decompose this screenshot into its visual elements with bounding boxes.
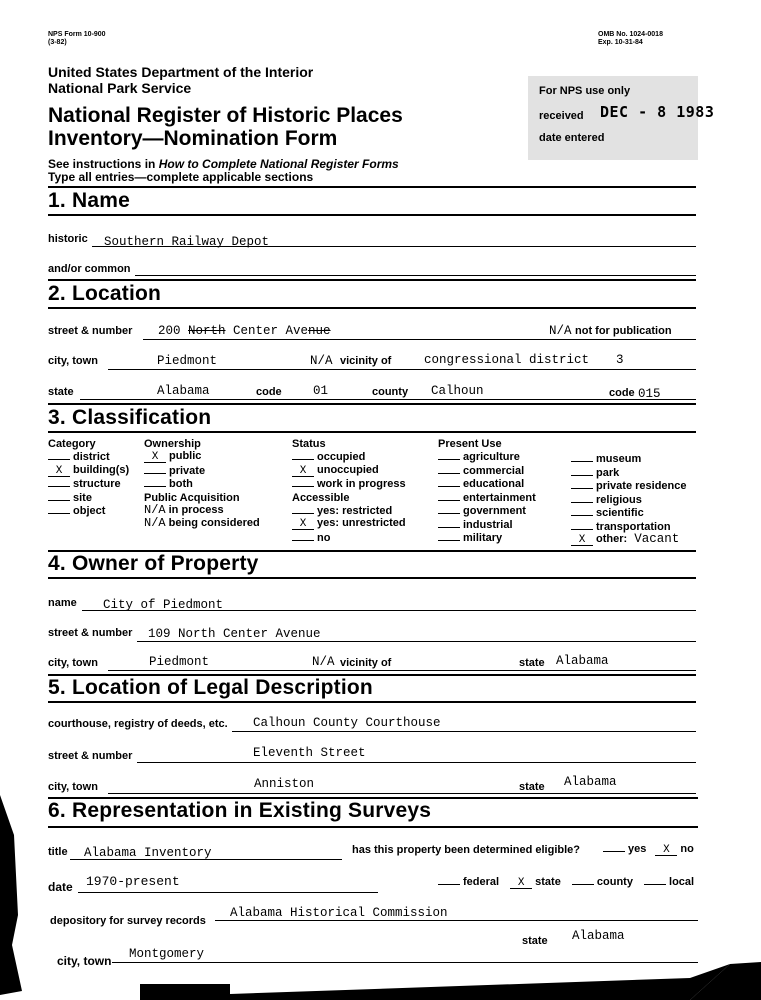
field-line — [137, 762, 696, 763]
depository-value: Alabama Historical Commission — [230, 906, 448, 920]
list-item: both — [144, 477, 260, 491]
form-number: NPS Form 10-900 — [48, 31, 106, 38]
owner-city-value: Piedmont — [149, 655, 210, 669]
present-use-column-2 — [571, 452, 687, 547]
field-line — [215, 920, 698, 921]
owner-city-label: city, town — [48, 657, 98, 669]
list-item: X building(s) — [48, 464, 129, 478]
city-town-label: city, town — [48, 355, 98, 367]
form-revision: (3-82) — [48, 39, 67, 46]
field-line — [232, 731, 696, 732]
street-address-value: 200 North Center Avenue — [158, 324, 331, 338]
list-item: object — [48, 504, 129, 518]
section-divider — [48, 214, 696, 216]
street-number-label: street & number — [48, 325, 133, 337]
depository-state-label: state — [522, 935, 548, 947]
list-item: entertainment — [438, 491, 536, 505]
list-item: scientific — [571, 506, 687, 520]
status-column — [292, 438, 406, 544]
owner-state-label: state — [519, 657, 545, 669]
not-for-publication-label: not for publication — [575, 325, 672, 337]
instructions-line2: Type all entries—complete applicable sections — [48, 170, 314, 184]
county-value: Calhoun — [431, 384, 484, 398]
list-item: site — [48, 491, 129, 505]
list-item: structure — [48, 477, 129, 491]
list-item: work in progress — [292, 477, 406, 491]
category-column — [48, 438, 129, 518]
section-divider — [48, 577, 696, 579]
survey-date-value: 1970-present — [86, 874, 180, 889]
owner-state-value: Alabama — [556, 654, 609, 668]
vicinity-label: vicinity of — [340, 355, 392, 367]
form-title-line2: Inventory—Nomination Form — [48, 127, 338, 150]
survey-date-label: date — [48, 880, 73, 894]
public-acquisition-heading: Public Acquisition — [144, 491, 240, 504]
owner-street-value: 109 North Center Avenue — [148, 627, 321, 641]
legal-street-label: street & number — [48, 750, 133, 762]
field-line — [70, 859, 342, 860]
accessible-heading: Accessible — [292, 491, 350, 504]
legal-city-value: Anniston — [254, 777, 315, 791]
list-item: industrial — [438, 518, 536, 532]
present-use-column — [438, 438, 536, 545]
section-divider — [48, 307, 696, 309]
section-4-title: 4. Owner of Property — [48, 552, 259, 575]
county-code-value: 015 — [638, 387, 661, 401]
list-item: religious — [571, 493, 687, 507]
section-divider — [48, 701, 696, 703]
survey-level-options: federal X state county local — [438, 875, 694, 889]
field-line — [78, 892, 378, 893]
list-item: government — [438, 504, 536, 518]
eligible-question-label: has this property been determined eligible? — [352, 844, 580, 856]
service-name: National Park Service — [48, 80, 192, 96]
list-item: X public — [144, 450, 260, 464]
field-line — [108, 793, 696, 794]
field-line — [108, 670, 696, 671]
form-title-line1: National Register of Historic Places — [48, 104, 403, 127]
date-entered-label: date entered — [539, 132, 605, 144]
list-item: private — [144, 464, 260, 478]
legal-state-value: Alabama — [564, 775, 617, 789]
list-item: commercial — [438, 464, 536, 478]
state-label: state — [48, 386, 74, 398]
list-item: military — [438, 531, 536, 545]
ownership-column — [144, 438, 260, 531]
list-item: agriculture — [438, 450, 536, 464]
section-5-title: 5. Location of Legal Description — [48, 676, 373, 699]
city-value: Piedmont — [157, 354, 218, 368]
received-date-stamp: DEC - 8 1983 — [600, 103, 715, 121]
section-2-title: 2. Location — [48, 282, 162, 305]
present-use-heading: Present Use — [438, 438, 502, 450]
owner-name-value: City of Piedmont — [103, 598, 224, 612]
field-line — [108, 369, 696, 370]
legal-street-value: Eleventh Street — [253, 746, 366, 760]
section-divider — [48, 826, 698, 828]
list-item: N/A being considered — [144, 516, 260, 530]
vicinity-value: N/A — [310, 354, 333, 368]
common-name-label: and/or common — [48, 263, 131, 275]
courthouse-value: Calhoun County Courthouse — [253, 716, 441, 730]
list-item: X other: Vacant — [571, 533, 687, 547]
survey-title-label: title — [48, 846, 68, 858]
field-line — [82, 610, 696, 611]
list-item: educational — [438, 477, 536, 491]
list-item: yes: restricted — [292, 504, 406, 518]
depository-label: depository for survey records — [50, 915, 206, 927]
depository-city-value: Montgomery — [129, 947, 205, 961]
list-item: X yes: unrestricted — [292, 517, 406, 531]
field-line — [80, 399, 696, 400]
historic-label: historic — [48, 233, 88, 245]
instructions-line1: See instructions in How to Complete National Register Forms — [48, 157, 399, 171]
list-item: park — [571, 466, 687, 480]
category-heading: Category — [48, 438, 96, 450]
depository-state-value: Alabama — [572, 929, 625, 943]
list-item: no — [292, 531, 406, 545]
county-label: county — [372, 386, 409, 398]
survey-title-value: Alabama Inventory — [84, 846, 212, 860]
legal-state-label: state — [519, 781, 545, 793]
omb-number: OMB No. 1024-0018 — [598, 31, 663, 38]
list-item: transportation — [571, 520, 687, 534]
scan-bottom-artifact — [130, 958, 761, 1000]
department-name: United States Department of the Interior — [48, 64, 314, 80]
nps-use-heading: For NPS use only — [539, 85, 631, 97]
legal-city-label: city, town — [48, 781, 98, 793]
owner-vicinity-value: N/A — [312, 655, 335, 669]
section-6-title: 6. Representation in Existing Surveys — [48, 799, 432, 822]
congressional-district-value: 3 — [616, 353, 624, 367]
owner-name-label: name — [48, 597, 77, 609]
section-divider — [48, 403, 696, 405]
state-value: Alabama — [157, 384, 210, 398]
field-line — [135, 275, 696, 276]
field-line — [92, 246, 696, 247]
state-code-label: code — [256, 386, 282, 398]
omb-expiration: Exp. 10-31-84 — [598, 39, 643, 46]
list-item: N/A in process — [144, 502, 224, 517]
list-item: X unoccupied — [292, 464, 406, 478]
historic-name-value: Southern Railway Depot — [104, 235, 270, 249]
list-item: district — [48, 450, 129, 464]
list-item: occupied — [292, 450, 406, 464]
field-line — [137, 641, 696, 642]
section-3-title: 3. Classification — [48, 406, 212, 429]
congressional-district-label: congressional district — [424, 353, 590, 367]
section-divider — [48, 279, 696, 281]
scan-edge-artifact — [0, 795, 30, 995]
state-code-value: 01 — [313, 384, 329, 398]
owner-street-label: street & number — [48, 627, 133, 639]
owner-vicinity-label: vicinity of — [340, 657, 392, 669]
courthouse-label: courthouse, registry of deeds, etc. — [48, 718, 228, 730]
list-item: museum — [571, 452, 687, 466]
section-divider — [48, 431, 696, 433]
section-divider — [48, 186, 696, 188]
status-heading: Status — [292, 438, 326, 450]
eligible-yes-no: yes X no — [603, 842, 694, 856]
not-for-publication-value: N/A — [549, 324, 572, 338]
received-label: received — [539, 110, 584, 122]
other-use-value: Vacant — [634, 532, 680, 546]
field-line — [143, 339, 696, 340]
county-code-label: code — [609, 387, 635, 399]
depository-city-label: city, town — [57, 954, 112, 968]
section-1-title: 1. Name — [48, 189, 130, 212]
ownership-heading: Ownership — [144, 438, 201, 450]
list-item: private residence — [571, 479, 687, 493]
